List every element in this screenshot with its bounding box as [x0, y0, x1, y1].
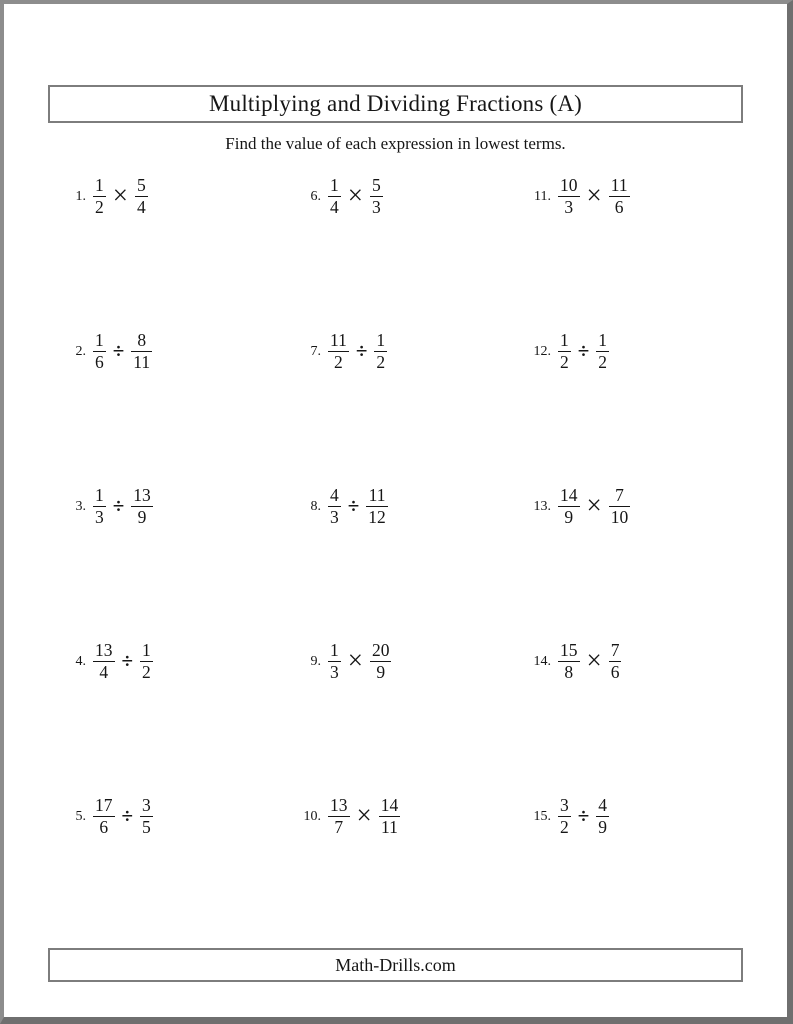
fraction-first	[328, 486, 341, 527]
fraction-first	[328, 331, 349, 372]
fraction-first-numerator: 13	[330, 794, 348, 815]
fraction-first	[328, 796, 350, 837]
fraction-second-denominator: 6	[610, 661, 620, 682]
footer-site-name: Math-Drills.com	[335, 954, 456, 975]
fraction-first-denominator: 4	[330, 196, 339, 217]
fraction-second-denominator: 4	[136, 196, 146, 217]
operator-sign: ×	[356, 799, 372, 830]
fraction-second	[609, 486, 631, 527]
fraction-first-numerator: 1	[95, 329, 104, 350]
fraction-second-denominator: 10	[610, 506, 629, 527]
fraction-first	[93, 796, 115, 837]
fraction-first	[328, 641, 341, 682]
instructions-text: Find the value of each expression in lowest terms.	[225, 134, 566, 153]
fraction-first-numerator: 11	[330, 329, 347, 350]
fraction-second-numerator: 1	[142, 639, 151, 660]
fraction-first	[93, 486, 106, 527]
fraction-first	[558, 641, 580, 682]
fraction-second-numerator: 5	[371, 174, 381, 195]
fraction-first-denominator: 3	[95, 506, 104, 527]
fraction-first	[93, 641, 115, 682]
fraction-second-numerator: 11	[366, 486, 388, 507]
problem-number: 6.	[310, 189, 321, 204]
problem	[60, 480, 295, 532]
fraction-first-denominator: 6	[99, 816, 109, 837]
fraction-first-denominator: 2	[560, 816, 569, 837]
operator-sign: ×	[586, 179, 602, 210]
problem-number: 9.	[310, 654, 321, 669]
fraction-first-numerator: 1	[330, 174, 339, 195]
problem	[295, 170, 525, 222]
fraction-first-numerator: 17	[95, 794, 113, 815]
problem-number: 12.	[533, 344, 551, 359]
problem-number: 8.	[310, 499, 321, 514]
footer-box	[48, 948, 743, 982]
fraction-first	[558, 486, 580, 527]
fraction-first-numerator: 1	[95, 174, 104, 195]
fraction-first-denominator: 3	[564, 196, 574, 217]
fraction-second-denominator: 2	[598, 351, 608, 372]
fraction-first-numerator: 1	[95, 484, 104, 505]
fraction-second	[370, 641, 392, 682]
fraction-second-numerator: 11	[610, 174, 628, 195]
fraction-second-denominator: 5	[142, 816, 151, 837]
fraction-second	[596, 331, 609, 372]
operator-sign: ÷	[577, 338, 590, 363]
problem	[60, 170, 295, 222]
problem-number: 3.	[75, 499, 86, 514]
fraction-first	[558, 176, 580, 217]
fraction-second-numerator: 1	[376, 329, 386, 350]
fraction-second-denominator: 11	[381, 816, 398, 837]
fraction-second-numerator: 20	[371, 639, 390, 660]
fraction-second	[366, 486, 388, 527]
fraction-second-denominator: 2	[142, 661, 151, 682]
title-box	[48, 85, 743, 123]
problem	[60, 635, 295, 687]
fraction-second-numerator: 4	[598, 794, 608, 815]
problem	[525, 790, 760, 842]
operator-sign: ÷	[347, 493, 360, 518]
fraction-first-denominator: 2	[560, 351, 569, 372]
fraction-first-denominator: 8	[564, 661, 574, 682]
problem-number: 11.	[534, 189, 551, 204]
fraction-first	[558, 796, 571, 837]
operator-sign: ÷	[121, 648, 134, 673]
operator-sign: ×	[347, 179, 363, 210]
fraction-first-numerator: 4	[330, 484, 339, 505]
fraction-second-denominator: 11	[133, 351, 151, 372]
fraction-first-denominator: 7	[334, 816, 344, 837]
problem	[525, 325, 760, 377]
fraction-second	[131, 331, 152, 372]
fraction-first-denominator: 6	[95, 351, 104, 372]
fraction-first-numerator: 1	[560, 329, 569, 350]
fraction-first	[93, 176, 106, 217]
fraction-first-denominator: 2	[95, 196, 104, 217]
problem-number: 15.	[533, 809, 551, 824]
fraction-second-numerator: 13	[133, 484, 151, 505]
fraction-second	[379, 796, 401, 837]
problem	[295, 635, 525, 687]
fraction-second-denominator: 2	[376, 351, 386, 372]
fraction-second-denominator: 3	[371, 196, 381, 217]
fraction-second-numerator: 8	[131, 331, 152, 352]
fraction-second	[374, 331, 387, 372]
fraction-first	[93, 331, 106, 372]
fraction-second	[609, 641, 622, 682]
problem	[525, 170, 760, 222]
problem	[295, 790, 525, 842]
fraction-first-denominator: 2	[334, 351, 343, 372]
fraction-second	[370, 176, 383, 217]
operator-sign: ÷	[112, 338, 125, 363]
fraction-first-denominator: 3	[330, 661, 339, 682]
fraction-second-denominator: 9	[598, 816, 608, 837]
operator-sign: ÷	[112, 493, 125, 518]
fraction-second-numerator: 5	[136, 174, 146, 195]
fraction-second-numerator: 7	[610, 639, 620, 660]
fraction-first-numerator: 14	[560, 484, 578, 505]
operator-sign: ×	[586, 489, 602, 520]
fraction-first-denominator: 4	[99, 661, 109, 682]
fraction-first-numerator: 15	[560, 639, 578, 660]
fraction-second	[609, 176, 630, 217]
fraction-second-denominator: 6	[614, 196, 624, 217]
fraction-first	[328, 176, 341, 217]
fraction-first-denominator: 9	[564, 506, 574, 527]
problems-grid	[60, 170, 787, 945]
fraction-first-numerator: 10	[560, 174, 578, 195]
problem	[295, 480, 525, 532]
fraction-second	[140, 796, 153, 837]
page-title: Multiplying and Dividing Fractions (A)	[208, 91, 583, 116]
fraction-second	[135, 176, 148, 217]
operator-sign: ×	[347, 644, 363, 675]
fraction-first-numerator: 1	[330, 639, 339, 660]
problem-number: 1.	[75, 189, 86, 204]
fraction-second	[596, 796, 609, 837]
problem	[60, 325, 295, 377]
fraction-second-denominator: 9	[376, 661, 386, 682]
operator-sign: ×	[112, 179, 128, 210]
operator-sign: ×	[586, 644, 602, 675]
operator-sign: ÷	[355, 338, 368, 363]
fraction-first-numerator: 3	[560, 794, 569, 815]
fraction-first	[558, 331, 571, 372]
fraction-second	[140, 641, 153, 682]
problem	[295, 325, 525, 377]
problem-number: 13.	[533, 499, 551, 514]
fraction-second-numerator: 3	[142, 794, 151, 815]
fraction-first-denominator: 3	[330, 506, 339, 527]
problem-number: 7.	[310, 344, 321, 359]
fraction-second-denominator: 9	[137, 506, 147, 527]
fraction-second-numerator: 1	[598, 329, 608, 350]
fraction-first-numerator: 13	[95, 639, 113, 660]
problem-number: 14.	[533, 654, 551, 669]
problem	[60, 790, 295, 842]
problem-number: 5.	[75, 809, 86, 824]
fraction-second-numerator: 7	[609, 486, 631, 507]
operator-sign: ÷	[577, 803, 590, 828]
problem	[525, 635, 760, 687]
operator-sign: ÷	[121, 803, 134, 828]
fraction-second	[131, 486, 153, 527]
problem-number: 4.	[75, 654, 86, 669]
problem-number: 10.	[303, 809, 321, 824]
problem	[525, 480, 760, 532]
fraction-second-denominator: 12	[368, 506, 386, 527]
problem-number: 2.	[75, 344, 86, 359]
fraction-second-numerator: 14	[380, 794, 399, 815]
